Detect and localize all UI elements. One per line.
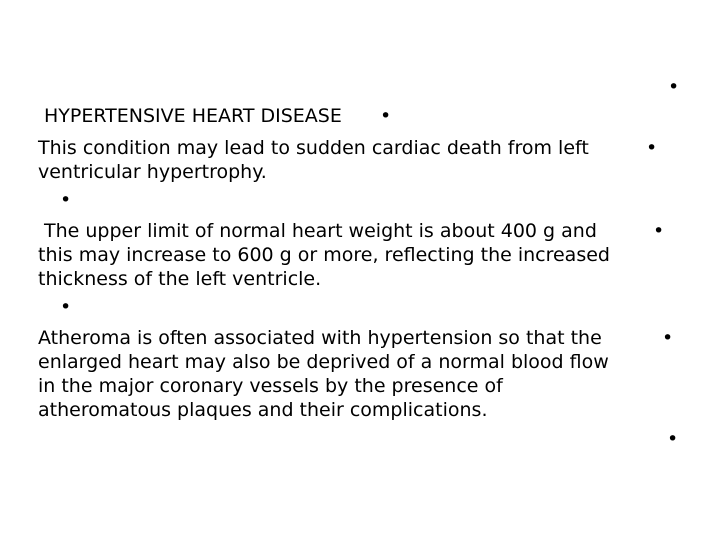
bullet-between-1-2: • (60, 189, 72, 211)
paragraph-1-line-2: ventricular hypertrophy. (38, 161, 267, 183)
paragraph-3-line-2: enlarged heart may also be deprived of a normal blood flow (38, 351, 609, 373)
bullet-paragraph-1: • (646, 137, 658, 159)
paragraph-2-line-1: The upper limit of normal heart weight is about 400 g and (44, 220, 597, 242)
bullet-between-2-3: • (60, 296, 72, 318)
bullet-top-right: • (668, 76, 680, 98)
bullet-after-heading: • (380, 105, 392, 127)
paragraph-3-line-1: Atheroma is often associated with hypertension so that the (38, 327, 602, 349)
slide-heading: HYPERTENSIVE HEART DISEASE (44, 105, 342, 127)
paragraph-3-line-3: in the major coronary vessels by the presence of (38, 375, 503, 397)
bullet-paragraph-3: • (662, 327, 674, 349)
paragraph-2-line-2: this may increase to 600 g or more, reflecting the increased (38, 244, 610, 266)
paragraph-2-line-3: thickness of the left ventricle. (38, 268, 322, 290)
paragraph-1-line-1: This condition may lead to sudden cardiac death from left (38, 137, 589, 159)
bullet-paragraph-2: • (653, 220, 665, 242)
bullet-bottom-right: • (667, 428, 679, 450)
paragraph-3-line-4: atheromatous plaques and their complications. (38, 399, 488, 421)
